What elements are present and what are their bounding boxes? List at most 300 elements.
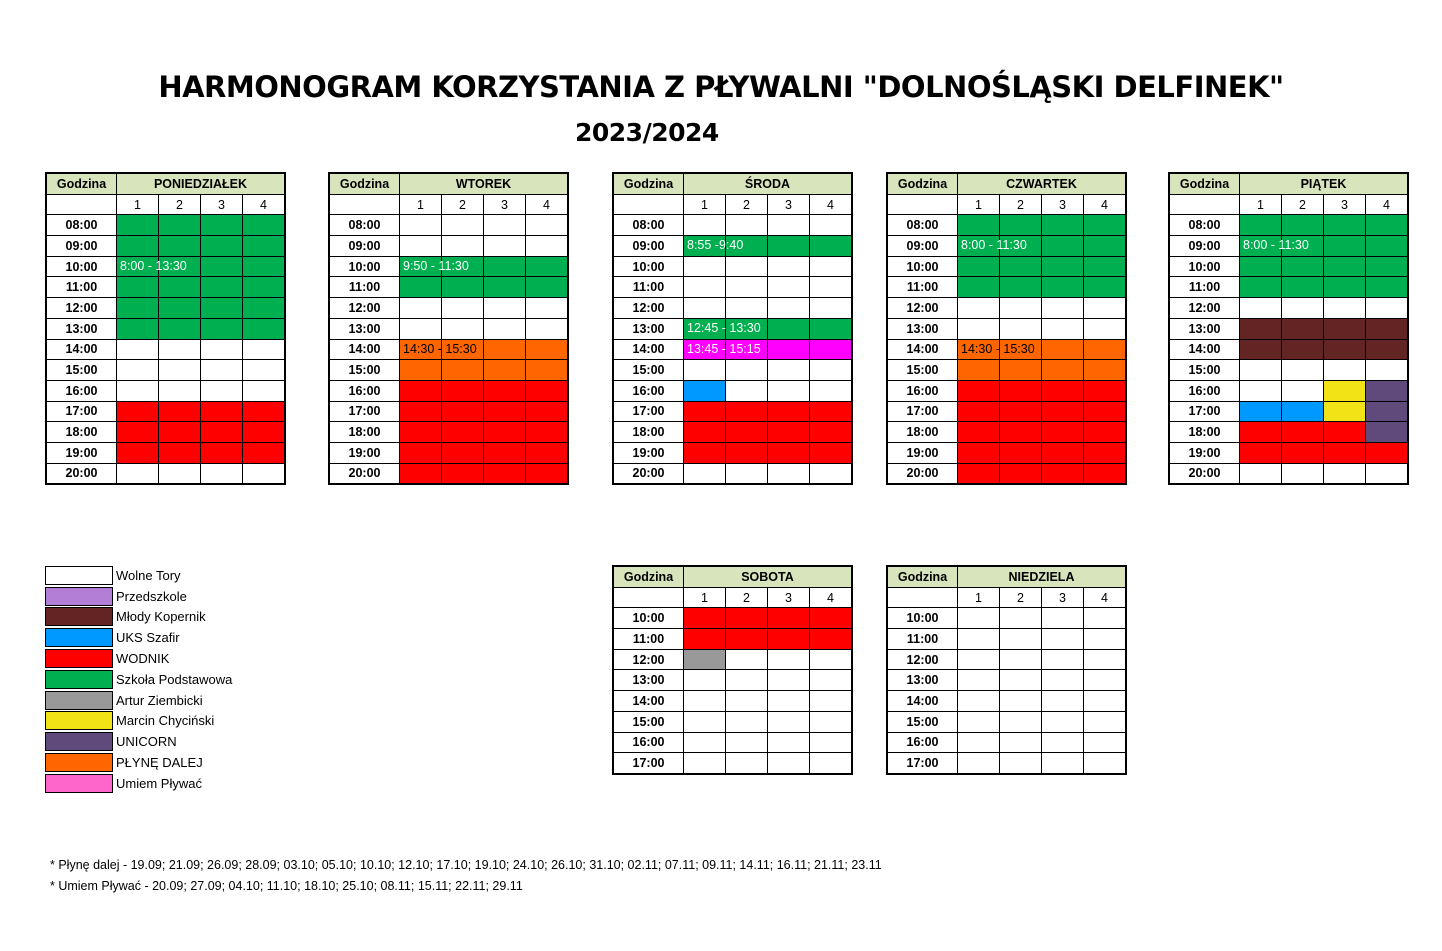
hour-row <box>887 649 1126 670</box>
lane-slot <box>768 401 810 422</box>
hour-column-header: Godzina <box>887 173 958 194</box>
lane-slot <box>726 670 768 691</box>
lane-slot <box>526 236 569 257</box>
lane-slot <box>1084 318 1127 339</box>
lane-slot <box>442 422 484 443</box>
lane-slot <box>484 360 526 381</box>
lane-slot <box>442 360 484 381</box>
lane-slot <box>1240 256 1282 277</box>
hour-label: 11:00 <box>887 277 958 298</box>
lane-slot <box>1240 318 1282 339</box>
lane-slot <box>768 649 810 670</box>
lane-slot <box>958 339 1035 360</box>
hour-label: 20:00 <box>329 463 400 484</box>
legend-label: Młody Kopernik <box>116 609 206 625</box>
lane-slot <box>1084 732 1127 753</box>
hour-row <box>613 442 852 463</box>
lane-slot <box>484 298 526 319</box>
legend-item <box>45 648 232 669</box>
lane-slot <box>1282 277 1324 298</box>
hour-label: 17:00 <box>329 401 400 422</box>
lane-slot <box>1084 608 1127 629</box>
lane-slot <box>1000 401 1042 422</box>
legend-label: UNICORN <box>116 734 177 750</box>
lane-slot <box>1042 422 1084 443</box>
lane-slot <box>810 318 853 339</box>
schedule-wtorek <box>328 172 569 485</box>
lane-slot <box>958 608 1000 629</box>
hour-label: 17:00 <box>613 753 684 774</box>
hour-column-header: Godzina <box>1169 173 1240 194</box>
lane-slot <box>1366 463 1409 484</box>
lane-slot <box>243 463 286 484</box>
lane-slot <box>1240 236 1309 257</box>
lane-slot <box>958 442 1000 463</box>
lane-slot <box>958 691 1000 712</box>
hour-row <box>329 360 568 381</box>
lane-slot <box>768 298 810 319</box>
hour-label: 11:00 <box>887 629 958 650</box>
lane-slot <box>1324 339 1366 360</box>
lane-slot <box>1084 360 1127 381</box>
legend-item <box>45 627 232 648</box>
lane-slot <box>1240 277 1282 298</box>
lane-slot <box>1366 298 1409 319</box>
hour-row <box>887 442 1126 463</box>
lane-slot <box>684 711 726 732</box>
empty-cell <box>887 587 958 608</box>
lane-number: 4 <box>1366 194 1409 215</box>
lane-slot <box>768 670 810 691</box>
lane-slot <box>1000 629 1042 650</box>
lane-slot <box>1084 711 1127 732</box>
hour-label: 14:00 <box>329 339 400 360</box>
lane-slot <box>400 277 442 298</box>
lane-slot <box>958 236 1027 257</box>
lane-slot <box>1042 380 1084 401</box>
lane-slot <box>484 236 526 257</box>
hour-column-header: Godzina <box>329 173 400 194</box>
lane-slot <box>1324 318 1366 339</box>
hour-row <box>46 339 285 360</box>
lane-slot <box>726 277 768 298</box>
lane-slot <box>726 215 768 236</box>
lane-slot <box>1324 236 1366 257</box>
lane-slot <box>726 732 768 753</box>
legend-swatch <box>45 691 113 710</box>
lane-slot <box>684 670 726 691</box>
lane-slot <box>958 380 1000 401</box>
lane-slot <box>1366 318 1409 339</box>
lane-slot <box>684 442 726 463</box>
lane-slot <box>400 215 442 236</box>
lane-slot <box>958 360 1000 381</box>
legend-swatch <box>45 753 113 772</box>
hour-row <box>46 422 285 443</box>
lane-slot <box>400 463 442 484</box>
lane-slot <box>526 442 569 463</box>
hour-label: 08:00 <box>329 215 400 236</box>
lane-slot <box>958 463 1000 484</box>
hour-row <box>1169 380 1408 401</box>
lane-slot <box>243 401 286 422</box>
hour-label: 10:00 <box>887 256 958 277</box>
hour-label: 19:00 <box>613 442 684 463</box>
lane-slot <box>810 298 853 319</box>
hour-row <box>329 422 568 443</box>
hour-row <box>613 236 852 257</box>
hour-label: 09:00 <box>887 236 958 257</box>
hour-row <box>613 298 852 319</box>
lane-slot <box>1324 401 1366 422</box>
hour-row <box>46 463 285 484</box>
hour-row <box>46 236 285 257</box>
hour-label: 13:00 <box>887 670 958 691</box>
legend-label: Wolne Tory <box>116 567 181 583</box>
hour-label: 16:00 <box>613 732 684 753</box>
lane-number: 3 <box>1042 587 1084 608</box>
hour-row <box>1169 422 1408 443</box>
hour-row <box>887 753 1126 774</box>
hour-label: 20:00 <box>46 463 117 484</box>
time-range-label: 9:50 - 11:30 <box>403 258 469 273</box>
day-name: CZWARTEK <box>958 173 1127 194</box>
time-range-label: 8:00 - 11:30 <box>1243 238 1309 253</box>
lane-slot <box>768 360 810 381</box>
legend-swatch <box>45 774 113 793</box>
lane-slot <box>684 298 726 319</box>
lane-slot <box>1324 442 1366 463</box>
lane-slot <box>117 401 159 422</box>
hour-label: 13:00 <box>329 318 400 339</box>
lane-slot <box>726 463 768 484</box>
lane-slot <box>684 463 726 484</box>
lane-slot <box>484 380 526 401</box>
lane-slot <box>484 442 526 463</box>
hour-row <box>329 236 568 257</box>
lane-slot <box>768 711 810 732</box>
hour-label: 09:00 <box>46 236 117 257</box>
hour-row <box>887 732 1126 753</box>
lane-number: 2 <box>442 194 484 215</box>
lane-slot <box>1324 360 1366 381</box>
lane-number: 1 <box>1240 194 1282 215</box>
hour-label: 08:00 <box>887 215 958 236</box>
lane-slot <box>810 360 853 381</box>
lane-slot <box>958 732 1000 753</box>
lane-slot <box>117 215 159 236</box>
hour-label: 08:00 <box>1169 215 1240 236</box>
hour-column-header: Godzina <box>887 566 958 587</box>
lane-slot <box>684 422 726 443</box>
lane-slot <box>117 277 159 298</box>
hour-label: 12:00 <box>613 649 684 670</box>
hour-label: 16:00 <box>46 380 117 401</box>
lane-slot <box>243 215 286 236</box>
footnote-plyne-dalej: * Płynę dalej - 19.09; 21.09; 26.09; 28.09; 03.10; 05.10; 10.10; 12.10; 17.10; 19.10; 24.10; 26.10; 31.10; 02.11; 07.11; 09.11; 14.11; 16.11; 21.11; 23.11 <box>50 858 882 872</box>
lane-slot <box>201 339 243 360</box>
lane-slot <box>1366 442 1409 463</box>
hour-row <box>46 298 285 319</box>
lane-slot <box>958 256 1000 277</box>
lane-slot <box>768 691 810 712</box>
lane-slot <box>1084 380 1127 401</box>
hour-row <box>46 380 285 401</box>
lane-slot <box>726 711 768 732</box>
hour-row <box>887 318 1126 339</box>
hour-label: 16:00 <box>329 380 400 401</box>
footnote-umiem-plywac: * Umiem Pływać - 20.09; 27.09; 04.10; 11.10; 18.10; 25.10; 08.11; 15.11; 22.11; 29.11 <box>50 879 523 893</box>
lane-slot <box>1240 401 1282 422</box>
lane-slot <box>1282 318 1324 339</box>
lane-slot <box>1084 422 1127 443</box>
hour-label: 10:00 <box>1169 256 1240 277</box>
lane-slot <box>526 215 569 236</box>
lane-slot <box>726 649 768 670</box>
lane-slot <box>1084 236 1127 257</box>
lane-slot <box>526 422 569 443</box>
lane-slot <box>1042 753 1084 774</box>
hour-row <box>613 339 852 360</box>
lane-slot <box>1084 277 1127 298</box>
lane-slot <box>526 256 569 277</box>
lane-slot <box>1324 277 1366 298</box>
lane-slot <box>1084 215 1127 236</box>
lane-number: 2 <box>726 194 768 215</box>
lane-number: 1 <box>400 194 442 215</box>
hour-row <box>1169 298 1408 319</box>
hour-row <box>1169 360 1408 381</box>
hour-label: 15:00 <box>613 360 684 381</box>
lane-slot <box>1042 318 1084 339</box>
lane-slot <box>526 277 569 298</box>
lane-slot <box>1042 649 1084 670</box>
legend-label: Umiem Pływać <box>116 775 202 791</box>
lane-slot <box>201 360 243 381</box>
hour-label: 10:00 <box>887 608 958 629</box>
empty-cell <box>613 194 684 215</box>
hour-label: 18:00 <box>887 422 958 443</box>
lane-slot <box>1240 442 1282 463</box>
legend-swatch <box>45 649 113 668</box>
lane-number: 3 <box>201 194 243 215</box>
lane-slot <box>201 318 243 339</box>
hour-row <box>613 318 852 339</box>
lane-slot <box>1282 422 1324 443</box>
lane-slot <box>1042 256 1084 277</box>
lane-slot <box>117 339 159 360</box>
lane-slot <box>726 256 768 277</box>
hour-label: 09:00 <box>1169 236 1240 257</box>
lane-slot <box>726 753 768 774</box>
lane-slot <box>159 380 201 401</box>
lane-slot <box>684 256 726 277</box>
lane-slot <box>1366 401 1409 422</box>
lane-slot <box>684 360 726 381</box>
lane-slot <box>442 215 484 236</box>
hour-label: 09:00 <box>329 236 400 257</box>
hour-row <box>329 401 568 422</box>
lane-slot <box>1282 463 1324 484</box>
hour-row <box>887 691 1126 712</box>
hour-row <box>613 629 852 650</box>
hour-row <box>613 380 852 401</box>
lane-slot <box>726 380 768 401</box>
hour-row <box>46 215 285 236</box>
hour-label: 14:00 <box>1169 339 1240 360</box>
lane-slot <box>1084 670 1127 691</box>
lane-slot <box>400 401 442 422</box>
hour-row <box>329 277 568 298</box>
hour-row <box>329 318 568 339</box>
lane-slot <box>243 442 286 463</box>
hour-row <box>887 463 1126 484</box>
hour-row <box>1169 442 1408 463</box>
lane-slot <box>400 298 442 319</box>
lane-slot <box>810 463 853 484</box>
hour-row <box>613 711 852 732</box>
empty-cell <box>887 194 958 215</box>
lane-slot <box>1000 380 1042 401</box>
hour-row <box>613 691 852 712</box>
lane-slot <box>810 236 853 257</box>
lane-slot <box>1000 422 1042 443</box>
hour-label: 08:00 <box>46 215 117 236</box>
lane-slot <box>958 649 1000 670</box>
legend-swatch <box>45 587 113 606</box>
lane-slot <box>684 401 726 422</box>
lane-slot <box>810 649 853 670</box>
lane-slot <box>958 629 1000 650</box>
lane-slot <box>958 277 1000 298</box>
lane-slot <box>1042 236 1084 257</box>
lane-slot <box>400 422 442 443</box>
lane-slot <box>442 318 484 339</box>
lane-slot <box>810 256 853 277</box>
empty-cell <box>329 194 400 215</box>
lane-slot <box>958 711 1000 732</box>
hour-row <box>887 236 1126 257</box>
time-range-label: 8:55 -9:40 <box>687 238 744 253</box>
lane-slot <box>117 318 159 339</box>
lane-slot <box>768 463 810 484</box>
lane-slot <box>1324 463 1366 484</box>
lane-slot <box>400 236 442 257</box>
hour-row <box>613 256 852 277</box>
lane-slot <box>1042 401 1084 422</box>
lane-slot <box>1000 256 1042 277</box>
lane-slot <box>810 629 853 650</box>
lane-slot <box>117 298 159 319</box>
lane-slot <box>1000 215 1042 236</box>
hour-label: 19:00 <box>329 442 400 463</box>
lane-slot <box>1366 380 1409 401</box>
hour-row <box>613 215 852 236</box>
lane-slot <box>1042 442 1084 463</box>
lane-slot <box>201 236 243 257</box>
lane-slot <box>1282 442 1324 463</box>
lane-slot <box>1324 256 1366 277</box>
hour-row <box>887 711 1126 732</box>
lane-slot <box>684 236 744 257</box>
lane-slot <box>1324 380 1366 401</box>
lane-slot <box>684 277 726 298</box>
lane-slot <box>768 629 810 650</box>
hour-label: 15:00 <box>613 711 684 732</box>
lane-slot <box>159 463 201 484</box>
lane-slot <box>484 277 526 298</box>
hour-label: 12:00 <box>1169 298 1240 319</box>
lane-slot <box>1000 691 1042 712</box>
hour-label: 17:00 <box>46 401 117 422</box>
lane-number: 3 <box>1324 194 1366 215</box>
time-range-label: 14:30 - 15:30 <box>961 341 1035 356</box>
lane-number: 2 <box>1000 194 1042 215</box>
hour-row <box>46 318 285 339</box>
lane-slot <box>159 422 201 443</box>
lane-slot <box>1000 711 1042 732</box>
hour-label: 14:00 <box>887 691 958 712</box>
lane-slot <box>810 608 853 629</box>
lane-slot <box>484 215 526 236</box>
lane-number: 1 <box>117 194 159 215</box>
lane-slot <box>1282 298 1324 319</box>
lane-number: 1 <box>958 194 1000 215</box>
hour-label: 17:00 <box>887 753 958 774</box>
lane-slot <box>810 670 853 691</box>
lane-slot <box>1282 215 1324 236</box>
lane-slot <box>1084 256 1127 277</box>
lane-slot <box>1042 215 1084 236</box>
lane-slot <box>684 608 726 629</box>
hour-row <box>1169 463 1408 484</box>
schedule-piatek <box>1168 172 1409 485</box>
lane-slot <box>1240 360 1282 381</box>
legend-swatch <box>45 711 113 730</box>
lane-slot <box>1042 277 1084 298</box>
legend-swatch <box>45 628 113 647</box>
hour-label: 11:00 <box>613 277 684 298</box>
school-year: 2023/2024 <box>575 118 719 147</box>
lane-slot <box>1366 422 1409 443</box>
hour-label: 13:00 <box>46 318 117 339</box>
lane-slot <box>201 380 243 401</box>
lane-slot <box>526 401 569 422</box>
legend-label: Przedszkole <box>116 588 187 604</box>
hour-row <box>613 360 852 381</box>
lane-slot <box>400 380 442 401</box>
legend-item <box>45 773 232 794</box>
hour-label: 10:00 <box>613 256 684 277</box>
lane-slot <box>1366 360 1409 381</box>
lane-slot <box>768 236 810 257</box>
lane-slot <box>768 753 810 774</box>
hour-row <box>887 298 1126 319</box>
lane-slot <box>159 442 201 463</box>
lane-slot <box>159 360 201 381</box>
hour-label: 12:00 <box>613 298 684 319</box>
lane-slot <box>442 277 484 298</box>
hour-row <box>329 380 568 401</box>
lane-slot <box>484 401 526 422</box>
hour-label: 13:00 <box>613 318 684 339</box>
lane-slot <box>810 442 853 463</box>
lane-number: 4 <box>526 194 569 215</box>
lane-slot <box>1240 339 1282 360</box>
schedule-sobota <box>612 565 853 775</box>
legend-item <box>45 565 232 586</box>
lane-slot <box>810 732 853 753</box>
